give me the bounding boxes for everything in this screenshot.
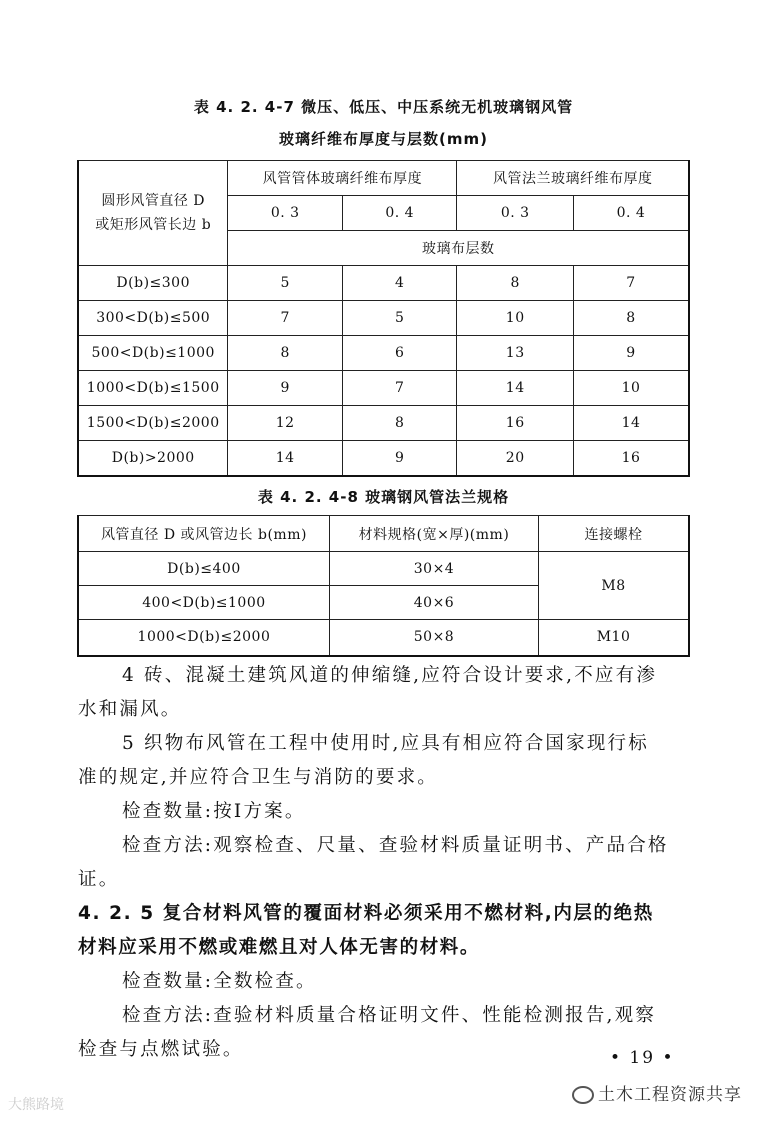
clause-4 <box>78 659 694 693</box>
thickness-cell: 0. 4 <box>342 196 457 231</box>
value-cell: 13 <box>457 336 574 371</box>
value-cell: 7 <box>342 371 457 406</box>
range-cell: D(b)≤300 <box>78 266 228 301</box>
layers-label: 玻璃布层数 <box>228 231 689 266</box>
table-row <box>78 336 689 371</box>
section-4-2-5-method-line2: 检查与点燃试验。 <box>78 1039 244 1060</box>
value-cell: 16 <box>457 406 574 441</box>
value-cell: 7 <box>228 301 343 336</box>
flange-spec-table <box>77 515 690 657</box>
spec-cell: 50×8 <box>329 620 538 656</box>
table-row <box>78 406 689 441</box>
thickness-cell: 0. 3 <box>457 196 574 231</box>
section-4-2-5-line2: 材料应采用不燃或难燃且对人体无害的材料。 <box>78 937 481 958</box>
table-row <box>78 620 689 656</box>
table1-caption-line1: 表 4. 2. 4-7 微压、低压、中压系统无机玻璃钢风管 <box>193 98 574 116</box>
value-cell: 14 <box>573 406 689 441</box>
range-cell: 1000<D(b)≤1500 <box>78 371 228 406</box>
section-4-2-5-line1: 4. 2. 5 复合材料风管的覆面材料必须采用不燃材料,内层的绝热 <box>78 903 654 924</box>
value-cell: 14 <box>457 371 574 406</box>
clause-4-cont: 水和漏风。 <box>78 699 182 720</box>
thickness-cell: 0. 3 <box>228 196 343 231</box>
thickness-cell: 0. 4 <box>573 196 689 231</box>
bolt-cell: M10 <box>539 620 689 656</box>
watermark-right <box>572 1080 742 1105</box>
value-cell: 9 <box>573 336 689 371</box>
clause-5-line1: 5 织物布风管在工程中使用时,应具有相应符合国家现行标 <box>122 733 649 754</box>
clause-5-method-line1: 检查方法:观察检查、尺量、查验材料质量证明书、产品合格 <box>122 835 669 856</box>
spec-cell: 40×6 <box>329 586 538 620</box>
range-cell: 500<D(b)≤1000 <box>78 336 228 371</box>
page-number: • 19 • <box>610 1048 675 1068</box>
table-row <box>78 441 689 476</box>
value-cell: 12 <box>228 406 343 441</box>
group-header-body: 风管管体玻璃纤维布厚度 <box>228 161 457 196</box>
value-cell: 5 <box>342 301 457 336</box>
column-header: 风管直径 D 或风管边长 b(mm) <box>78 516 329 552</box>
value-cell: 20 <box>457 441 574 476</box>
value-cell: 9 <box>342 441 457 476</box>
row-header-line2: 或矩形风管长边 b <box>95 217 212 233</box>
clause-5-line2: 准的规定,并应符合卫生与消防的要求。 <box>78 767 438 788</box>
watermark-left: 大熊路境 <box>8 1097 64 1113</box>
row-header-cell <box>78 161 228 266</box>
table-row <box>78 266 689 301</box>
section-4-2-5-qty: 检查数量:全数检查。 <box>122 971 317 992</box>
spec-cell: 30×4 <box>329 552 538 586</box>
value-cell: 8 <box>228 336 343 371</box>
range-cell: 1500<D(b)≤2000 <box>78 406 228 441</box>
range-cell: 300<D(b)≤500 <box>78 301 228 336</box>
range-cell: 1000<D(b)≤2000 <box>78 620 329 656</box>
wechat-icon <box>572 1086 594 1104</box>
value-cell: 8 <box>342 406 457 441</box>
table-row <box>78 371 689 406</box>
clause-5-qty: 检查数量:按Ⅰ方案。 <box>122 801 306 822</box>
value-cell: 6 <box>342 336 457 371</box>
clause-4-line1: 4 砖、混凝土建筑风道的伸缩缝,应符合设计要求,不应有渗 <box>122 665 658 686</box>
group-header-flange: 风管法兰玻璃纤维布厚度 <box>457 161 689 196</box>
range-cell: D(b)≤400 <box>78 552 329 586</box>
table2-caption: 表 4. 2. 4-8 玻璃钢风管法兰规格 <box>257 488 510 506</box>
value-cell: 9 <box>228 371 343 406</box>
table-row <box>78 552 689 586</box>
section-4-2-5-method-line1: 检查方法:查验材料质量合格证明文件、性能检测报告,观察 <box>122 1005 657 1026</box>
value-cell: 5 <box>228 266 343 301</box>
value-cell: 16 <box>573 441 689 476</box>
row-header-line1: 圆形风管直径 D <box>101 193 206 209</box>
value-cell: 7 <box>573 266 689 301</box>
value-cell: 10 <box>573 371 689 406</box>
range-cell: D(b)>2000 <box>78 441 228 476</box>
value-cell: 8 <box>457 266 574 301</box>
range-cell: 400<D(b)≤1000 <box>78 586 329 620</box>
column-header: 连接螺栓 <box>539 516 689 552</box>
bolt-cell: M8 <box>539 552 689 620</box>
value-cell: 14 <box>228 441 343 476</box>
clause-5-method-line2: 证。 <box>78 869 120 890</box>
table1-caption-line2: 玻璃纤维布厚度与层数(mm) <box>279 130 488 148</box>
column-header: 材料规格(宽×厚)(mm) <box>329 516 538 552</box>
fiberglass-layers-table <box>77 160 690 477</box>
watermark-right-text: 土木工程资源共享 <box>598 1085 742 1105</box>
table-row <box>78 301 689 336</box>
value-cell: 4 <box>342 266 457 301</box>
value-cell: 10 <box>457 301 574 336</box>
value-cell: 8 <box>573 301 689 336</box>
